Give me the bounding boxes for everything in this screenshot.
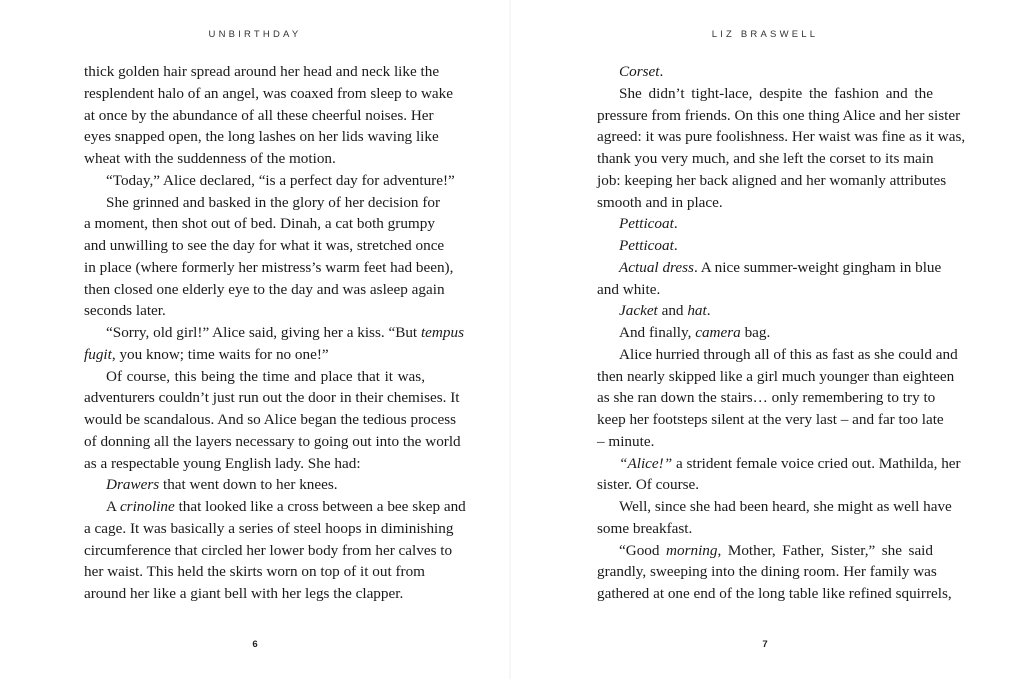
- text-line: Of course, this being the time and place that it was,: [106, 367, 425, 385]
- text-line: – minute.: [597, 432, 655, 450]
- text-line: then nearly skipped like a girl much younger than eighteen: [597, 367, 955, 385]
- text-line: Jacket and hat.: [619, 302, 711, 320]
- text-line: “Alice!” a strident female voice cried out. Mathilda, her: [619, 454, 961, 472]
- text-line: of donning all the layers necessary to going out into the world: [84, 432, 461, 450]
- running-head: UNBIRTHDAY: [208, 29, 302, 40]
- text-line: as she ran down the stairs… only remembering to try to: [597, 389, 936, 407]
- text-line: Petticoat.: [619, 215, 678, 233]
- page-number: 6: [252, 639, 258, 650]
- text-line: gathered at one end of the long table like refined squirrels,: [597, 585, 952, 602]
- text-line: some breakfast.: [597, 519, 693, 537]
- text-line: in place (where formerly her mistress’s warm feet had been),: [84, 258, 454, 276]
- text-line: eyes snapped open, the long lashes on her lids waving like: [84, 128, 439, 146]
- text-line: She grinned and basked in the glory of her decision for: [106, 193, 441, 211]
- text-line: her waist. This held the skirts worn on top of it out from: [84, 563, 425, 581]
- text-line: Corset.: [619, 63, 664, 80]
- text-line: a moment, then shot out of bed. Dinah, a cat both grumpy: [84, 215, 435, 233]
- page-body: [84, 61, 466, 605]
- text-line: Actual dress. A nice summer-weight gingham in blue: [619, 258, 942, 276]
- text-line: grandly, sweeping into the dining room. Her family was: [597, 563, 937, 581]
- text-line: “Today,” Alice declared, “is a perfect day for adventure!”: [106, 171, 455, 189]
- text-line: around her like a giant bell with her legs the clapper.: [84, 585, 404, 602]
- text-line: “Good morning, Mother, Father, Sister,” she said: [619, 541, 933, 559]
- text-line: fugit, you know; time waits for no one!”: [84, 345, 329, 363]
- page-number: 7: [762, 639, 768, 650]
- text-line: She didn’t tight-lace, despite the fashion and the: [619, 84, 933, 102]
- right-page: [510, 0, 1020, 679]
- text-line: then closed one elderly eye to the day and was asleep again: [84, 280, 445, 298]
- text-line: at once by the abundance of all these cheerful noises. Her: [84, 106, 434, 124]
- text-line: a cage. It was basically a series of steel hoops in diminishing: [84, 519, 454, 537]
- text-line: wheat with the suddenness of the motion.: [84, 150, 336, 167]
- text-line: keep her footsteps silent at the very last – and far too late: [597, 411, 944, 428]
- text-line: And finally, camera bag.: [619, 324, 771, 341]
- text-line: seconds later.: [84, 302, 166, 320]
- page-body: [597, 61, 966, 605]
- text-line: thick golden hair spread around her head and neck like the: [84, 63, 440, 80]
- text-line: job: keeping her back aligned and her womanly attributes: [597, 171, 947, 189]
- text-line: Drawers that went down to her knees.: [106, 476, 338, 494]
- text-line: adventurers couldn’t just run out the door in their chemises. It: [84, 389, 460, 407]
- text-line: A crinoline that looked like a cross between a bee skep and: [106, 498, 466, 515]
- text-line: Well, since she had been heard, she might as well have: [619, 498, 952, 515]
- text-line: Petticoat.: [619, 237, 678, 254]
- text-line: Alice hurried through all of this as fast as she could and: [619, 345, 958, 363]
- text-line: sister. Of course.: [597, 476, 700, 494]
- text-line: “Sorry, old girl!” Alice said, giving her a kiss. “But tempus: [106, 324, 464, 341]
- text-line: circumference that circled her lower body from her calves to: [84, 541, 453, 559]
- text-line: smooth and in place.: [597, 193, 723, 211]
- text-line: resplendent halo of an angel, was coaxed from sleep to wake: [84, 84, 454, 102]
- text-line: would be scandalous. And so Alice began the tedious process: [84, 411, 457, 428]
- running-head: LIZ BRASWELL: [711, 29, 819, 40]
- text-line: thank you very much, and she left the corset to its main: [597, 150, 934, 167]
- text-line: and white.: [597, 280, 661, 298]
- text-line: and unwilling to see the day for what it was, stretched once: [84, 237, 445, 254]
- text-line: agreed: it was pure foolishness. Her waist was fine as it was,: [597, 128, 966, 146]
- text-line: pressure from friends. On this one thing Alice and her sister: [597, 106, 961, 124]
- text-line: as a respectable young English lady. She had:: [84, 454, 361, 472]
